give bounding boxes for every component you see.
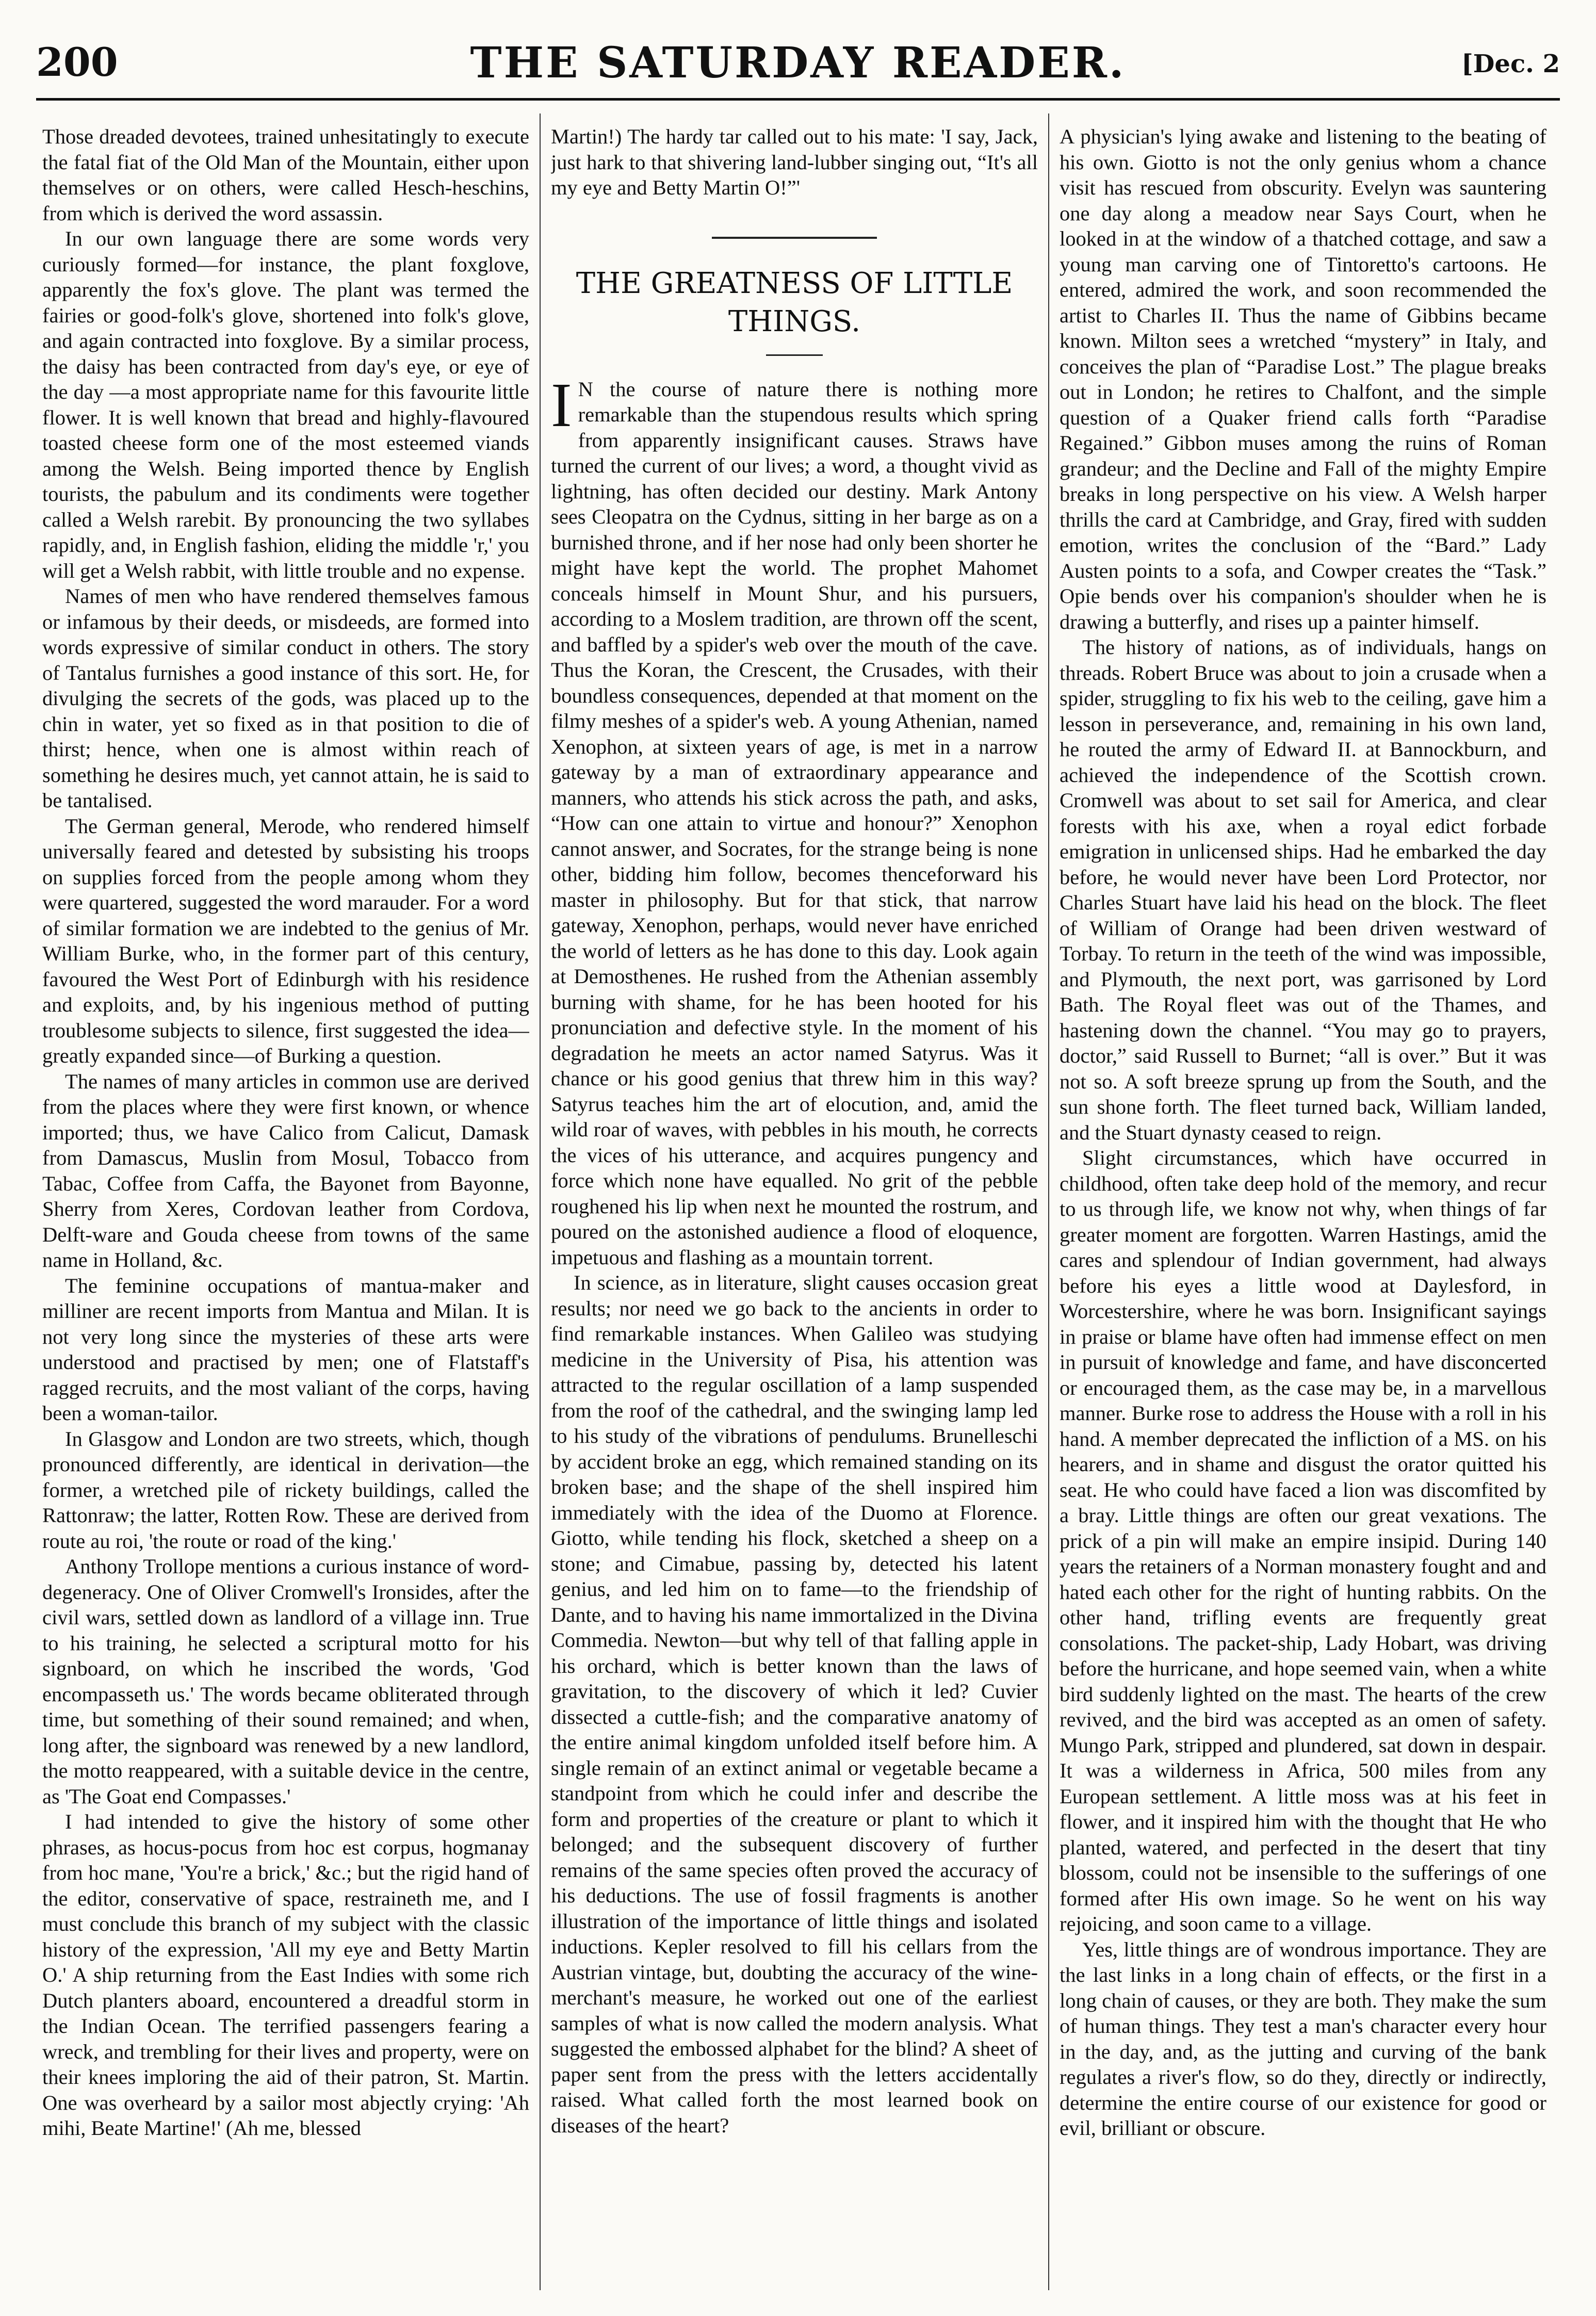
paragraph: Those dreaded devotees, trained unhesitatingly to execute the fatal fiat of the Old Man of the Mountain, either upon themselves or on others, were called Hesch-heschins, from which is derived the word assassin.: [42, 125, 529, 225]
paragraph: The feminine occupations of mantua-maker and milliner are recent imports from Mantua and Milan. It is not very long since the mysteries of these arts were understood and practised by men; one of Flatstaff's ragged recruits, and the most valiant of the corps, having been a woman-tailor.: [42, 1274, 529, 1425]
column-1: [42, 124, 529, 2290]
article-title: THE GREATNESS OF LITTLE THINGS.: [576, 266, 1013, 338]
page-number: 200: [36, 39, 118, 85]
paragraph: In our own language there are some words very curiously formed—for instance, the plant foxglove, apparently the fox's glove. The plant was termed the fairies or good-folk's glove, shortened into folk's glove, and again contracted into foxglove. By a similar process, the daisy has been contracted from day's eye, or eye of the day —a most appropriate name for this favourite little flower. It is well known that bread and highly-flavoured toasted cheese form one of the most esteemed viands among the Welsh. Being imported thence by English tourists, the pabulum and its condiments were together called a Welsh rarebit. By pronouncing the two syllabes rapidly, and, in English fashion, eliding the middle 'r,' you will get a Welsh rabbit, with little trouble and no expense.: [42, 227, 529, 582]
paragraph: Yes, little things are of wondrous importance. They are the last links in a long chain of effects, or the first in a long chain of causes, or they are both. They make the sum of human things. They test a man's character every hour in the day, and, as the jutting and curving of the bank regulates a river's flow, so do they, directly or indirectly, determine the entire course of our existence for good or evil, brilliant or obscure.: [1060, 1937, 1546, 2140]
paragraph: Slight circumstances, which have occurred in childhood, often take deep hold of the memory, and recur to us through life, we know not why, when things of far greater moment are forgotten. Warren Hastings, amid the cares and splendour of Indian government, had always before his eyes a little wood at Daylesford, in Worcestershire, where he was born. Insignificant sayings in praise or blame have often had immense effect on men in pursuit of knowledge and fame, and have disconcerted or encouraged them, as the case may be, in a marvellous manner. Burke rose to address the House with a roll in his hand. A member deprecated the infliction of a MS. on his hearers, and in shame and disgust the orator quitted his seat. He who could have faced a lion was discomfited by a bray. Little things are often our great vexations. The prick of a pin will make an empire insipid. During 140 years the retainers of a Norman monastery fought and and hated each other for the right of hunting rabbits. On the other hand, trifling events are frequently great consolations. The packet-ship, Lady Hobart, was driving before the hurricane, and hope seemed vain, when a white bird suddenly lighted on the mast. The hearts of the crew revived, and the bird was accepted as an omen of safety. Mungo Park, stripped and plundered, sat down in despair. It was a wilderness in Africa, 500 miles from any European settlement. A little moss was at his feet in flower, and it inspired him with the thought that He who planted, watered, and perfected in the desert that tiny blossom, could not be insensible to the sufferings of one formed after His own image. So he went on his way rejoicing, and soon came to a village.: [1060, 1146, 1546, 1935]
title-rule: [766, 354, 823, 356]
paragraph: The history of nations, as of individuals, hangs on threads. Robert Bruce was about to join a crusade when a spider, struggling to fix his web to the ceiling, gave him a lesson in perseverance, and, remaining in his own land, he routed the army of Edward II. at Bannockburn, and achieved the independence of the Scottish crown. Cromwell was about to set sail for America, and clear forests with his axe, when a royal edict forbade emigration in unlicensed ships. Had he embarked the day before, he would never have been Lord Protector, nor Charles Stuart have laid his head on the block. The fleet of William of Orange had been driven westward of Torbay. To return in the teeth of the wind was impossible, and Plymouth, the next port, was garrisoned by Lord Bath. The Royal fleet was out of the Thames, and hastening down the channel. “You may go to prayers, doctor,” said Russell to Burnet; “all is over.” But it was not so. A soft breeze sprung up from the South, and the sun shone forth. The fleet turned back, William landed, and the Stuart dynasty ceased to reign.: [1060, 635, 1546, 1144]
journal-title: THE SATURDAY READER.: [470, 38, 1126, 88]
paragraph: The names of many articles in common use are derived from the places where they were first known, or whence imported; thus, we have Calico from Calicut, Damask from Damascus, Muslin from Mosul, Tobacco from Tabac, Coffee from Caffa, the Bayonet from Bayonne, Sherry from Xeres, Cordovan leather from Cordova, Delft-ware and Gouda cheese from towns of the same name in Holland, &c.: [42, 1069, 529, 1271]
paragraph: The German general, Merode, who rendered himself universally feared and detested by subsisting his troops on supplies forced from the people among whom they were quartered, suggested the word marauder. For a word of similar formation we are indebted to the genius of Mr. William Burke, who, in the former part of this century, favoured the West Port of Edinburgh with his residence and exploits, and, by his ingenious method of putting troublesome subjects to silence, first suggested the idea—greatly expanded since—of Burking a question.: [42, 814, 529, 1067]
continued-paragraph: Martin!) The hardy tar called out to his mate: 'I say, Jack, just hark to that shivering land-lubber singing out, “It's all my eye and Betty Martin O!”': [551, 125, 1038, 199]
paragraph: I had intended to give the history of some other phrases, as hocus-pocus from hoc est corpus, hogmanay from hoc mane, 'You're a brick,' &c.; but the rigid hand of the editor, conservative of space, restraineth me, and I must conclude this branch of my subject with the classic history of the expression, 'All my eye and Betty Martin O.' A ship returning from the East Indies with some rich Dutch planters aboard, encountered a dreadful storm in the Indian Ocean. The terrified passengers fearing a wreck, and trembling for their lives and property, were on their knees imploring the aid of their patron, St. Martin. One was overheard by a sailor most abjectly crying: 'Ah mihi, Beate Martine!' (Ah me, blessed: [42, 1810, 529, 2140]
column-2: [551, 124, 1038, 2290]
paragraph: A physician's lying awake and listening to the beating of his own. Giotto is not the only genius whom a chance visit has rescued from obscurity. Evelyn was sauntering one day along a meadow near Says Court, when he looked in at the window of a thatched cottage, and saw a young man carving one of Tintoretto's cartoons. He entered, admired the work, and soon recommended the artist to Charles II. Thus the name of Gibbins became known. Milton sees a wretched “mystery” in Italy, and conceives the plan of “Paradise Lost.” The plague breaks out in London; he retires to Chalfont, and the simple question of a Quaker friend calls forth “Paradise Regained.” Gibbon muses among the ruins of Roman grandeur; and the Decline and Fall of the mighty Empire breaks in long perspective on his view. A Welsh harper thrills the card at Cambridge, and Gray, fired with sudden emotion, writes the conclusion of the “Bard.” Lady Austen points to a sofa, and Cowper creates the “Task.” Opie bends over his companion's shoulder when he is drawing a butterfly, and rises up a painter himself.: [1060, 125, 1546, 633]
paragraph: In science, as in literature, slight causes occasion great results; nor need we go back to the ancients in order to find remarkable instances. When Galileo was studying medicine in the University of Pisa, his attention was attracted to the regular oscillation of a lamp suspended from the roof of the cathedral, and the swinging lamp led to his study of the vibrations of pendulums. Brunelleschi by accident broke an egg, which remained standing on its broken base; and the shape of the shell inspired him immediately with the idea of the Duomo at Florence. Giotto, while tending his flock, sketched a sheep on a stone; and Cimabue, passing by, detected his latent genius, and led him on to fame—to the friendship of Dante, and to having his name immortalized in the Divina Commedia. Newton—but why tell of that falling apple in his orchard, which is better known than the laws of gravitation, to the discovery of which it led? Cuvier dissected a cuttle-fish; and the comparative anatomy of the entire animal kingdom unfolded itself before him. A single remain of an extinct animal or vegetable became a standpoint from which he could infer and describe the form and properties of the creature or plant to which it belonged; and the subsequent discovery of further remains of the same species often proved the accuracy of his deductions. The use of fossil fragments is another illustration of the importance of little things and isolated inductions. Kepler resolved to fill his cellars from the Austrian vintage, but, doubting the accuracy of the wine-merchant's measure, he worked out one of the earliest samples of what is now called the modern analysis. What suggested the embossed alphabet for the blind? A sheet of paper sent from the press with the letters accidentally raised. What called forth the most learned book on diseases of the heart?: [551, 1271, 1038, 2137]
column-divider: [540, 113, 541, 2290]
drop-cap: I: [551, 370, 572, 440]
lead-text: N the course of nature there is nothing more remarkable than the stupendous results which spring from apparently insignificant causes. Straws have turned the current of our lives; a word, a thought vivid as lightning, has often decided our destiny. Mark Antony sees Cleopatra on the Cydnus, sitting in her barge as on a burnished throne, and if her nose had only been shorter he might have kept the world. The prophet Mahomet conceals himself in Mount Shur, and his pursuers, according to a Moslem tradition, are thrown off the scent, and baffled by a spider's web over the mouth of the cave. Thus the Koran, the Crescent, the Crusades, with their boundless consequences, depended at that moment on the filmy meshes of a spider's web. A young Athenian, named Xenophon, at sixteen years of age, is met in a narrow gateway by a man of extraordinary appearance and manners, who attends his stick across the path, and asks, “How can one attain to virtue and honour?” Xenophon cannot answer, and Socrates, for the strange being is none other, bidding him follow, becomes thenceforward his master in philosophy. But for that stick, that narrow gateway, Xenophon, perhaps, would never have enriched the world of letters as he has done to this day. Look again at Demosthenes. He rushed from the Athenian assembly burning with shame, for he has been hooted for his pronunciation and defective style. In the moment of his degradation he meets an actor named Satyrus. Was it chance or his good genius that threw him in this way? Satyrus teaches him the art of elocution, and, amid the wild roar of waves, with pebbles in his mouth, he corrects the vices of his utterance, and acquires pungency and force which none have equalled. No grit of the pebble roughened his lip when next he mounted the rostrum, and poured on the astonished audience a flood of eloquence, impetuous and flashing as a mountain torrent.: [551, 377, 1038, 1269]
paragraph: Anthony Trollope mentions a curious instance of word-degeneracy. One of Oliver Cromwell's Ironsides, after the civil wars, settled down as landlord of a village inn. True to his training, he selected a scriptural motto for his signboard, on which he inscribed the words, 'God encompasseth us.' The words became obliterated through time, but something of their sound remained; and when, long after, the signboard was renewed by a new landlord, the motto reappeared, with a suitable device in the centre, as 'The Goat end Compasses.': [42, 1555, 529, 1808]
paragraph: Names of men who have rendered themselves famous or infamous by their deeds, or misdeeds, are formed into words expressive of similar conduct in others. The story of Tantalus furnishes a good instance of this sort. He, for divulging the secrets of the gods, was placed up to the chin in water, yet so fixed as in that position to die of thirst; hence, when one is almost within reach of something he desires much, yet cannot attain, he is said to be tantalised.: [42, 584, 529, 812]
issue-date: [Dec. 2: [1461, 50, 1560, 78]
lead-paragraph: [551, 370, 1038, 1270]
paragraph: In Glasgow and London are two streets, which, though pronounced differently, are identical in derivation—the former, a wretched pile of rickety buildings, called the Rattonraw; the latter, Rotten Row. These are derived from route au roi, 'the route or road of the king.': [42, 1427, 529, 1553]
article-divider: [712, 237, 877, 239]
column-divider: [1048, 113, 1049, 2290]
masthead: [36, 36, 1560, 101]
column-3: [1060, 124, 1546, 2290]
